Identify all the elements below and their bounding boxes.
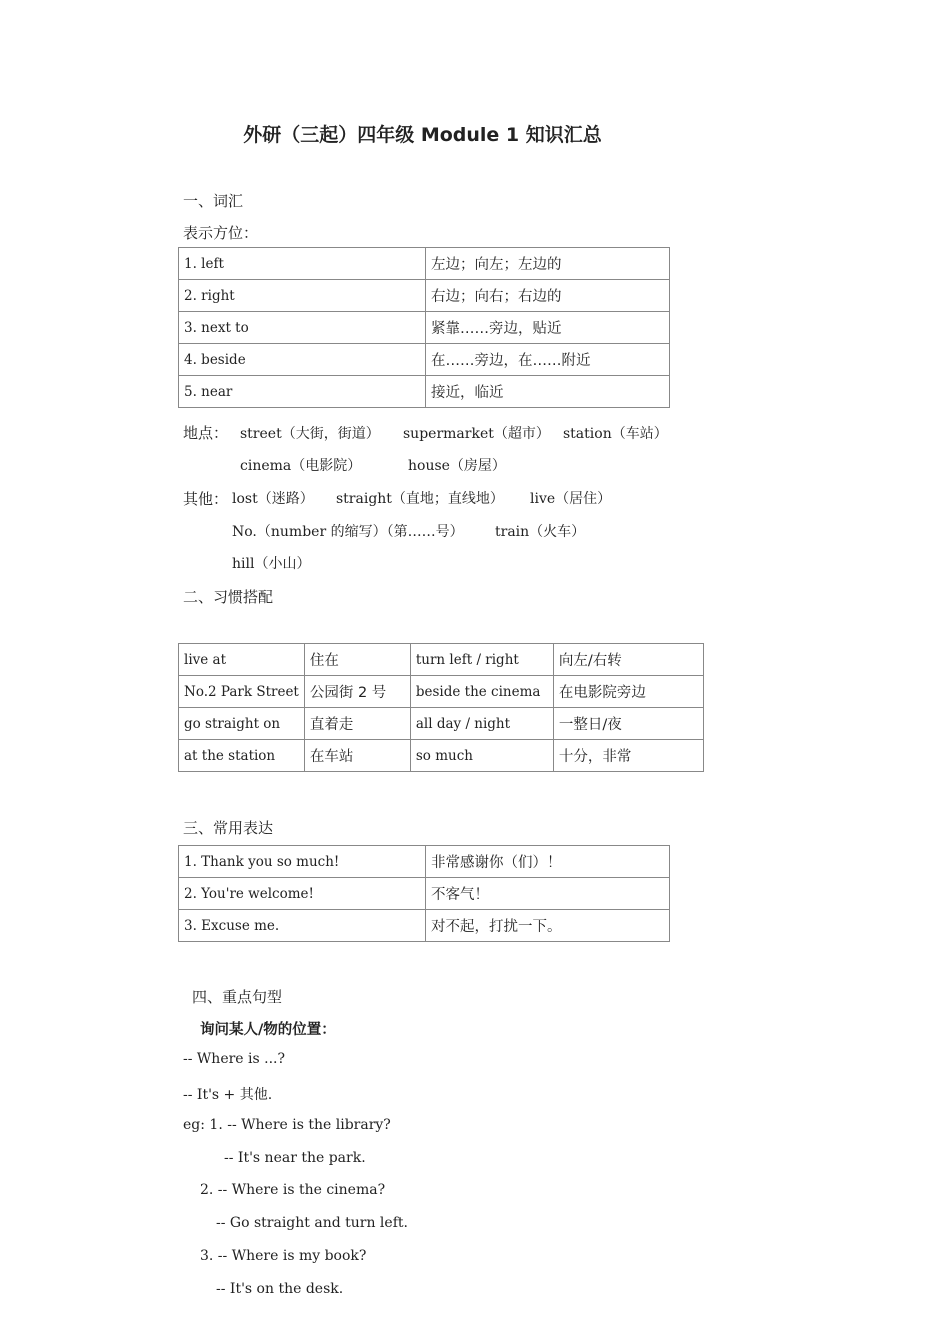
places-label: 地点： xyxy=(183,424,229,442)
phrase-cn: 一整日/夜 xyxy=(553,708,703,740)
table-row xyxy=(179,644,704,676)
vocab-word: 2. right xyxy=(179,280,426,312)
vocab-word: 4. beside xyxy=(179,344,426,376)
section3-heading: 三、常用表达 xyxy=(183,819,274,837)
phrase-cn: 直着走 xyxy=(304,708,410,740)
section1-heading: 一、词汇 xyxy=(183,192,244,210)
vocab-meaning: 在……旁边，在……附近 xyxy=(426,344,670,376)
phrase-cn: 住在 xyxy=(304,644,410,676)
vocab-word: 3. next to xyxy=(179,312,426,344)
vocab-word: 1. left xyxy=(179,248,426,280)
table-row xyxy=(179,740,704,772)
table-row xyxy=(179,344,670,376)
other-item: live（居住） xyxy=(530,491,612,507)
table-row xyxy=(179,878,670,910)
expression-cn: 非常感谢你（们）！ xyxy=(426,846,670,878)
place-item: supermarket（超市） xyxy=(403,426,550,442)
phrase-table xyxy=(178,643,704,772)
phrase-en: No.2 Park Street xyxy=(179,676,305,708)
other-item: straight（直地；直线地） xyxy=(336,491,504,507)
vocab-table xyxy=(178,247,670,408)
phrase-en: go straight on xyxy=(179,708,305,740)
vocab-meaning: 紧靠……旁边，贴近 xyxy=(426,312,670,344)
other-item: train（火车） xyxy=(495,524,586,540)
phrase-cn: 十分，非常 xyxy=(553,740,703,772)
expression-table xyxy=(178,845,670,942)
other-item: hill（小山） xyxy=(232,556,311,572)
page-title: 外研（三起）四年级 Module 1 知识汇总 xyxy=(243,124,602,146)
table-row xyxy=(179,248,670,280)
section1-subheading: 表示方位： xyxy=(183,224,259,242)
table-row xyxy=(179,280,670,312)
sentence-line: -- It's near the park. xyxy=(224,1150,366,1166)
table-row xyxy=(179,708,704,740)
sentence-line: -- Go straight and turn left. xyxy=(216,1215,408,1231)
section4-heading: 四、重点句型 xyxy=(192,988,283,1006)
sentence-line: eg: 1. -- Where is the library? xyxy=(183,1117,391,1133)
vocab-word: 5. near xyxy=(179,376,426,408)
place-item: street（大街，街道） xyxy=(240,426,380,442)
vocab-meaning: 接近，临近 xyxy=(426,376,670,408)
sentence-line: -- It's on the desk. xyxy=(216,1281,344,1297)
section4-subheading: 询问某人/物的位置： xyxy=(200,1022,336,1038)
place-item: cinema（电影院） xyxy=(240,458,362,474)
expression-en: 2. You're welcome! xyxy=(179,878,426,910)
table-row xyxy=(179,312,670,344)
phrase-cn: 公园街 2 号 xyxy=(304,676,410,708)
phrase-en: at the station xyxy=(179,740,305,772)
table-row xyxy=(179,376,670,408)
phrase-en: beside the cinema xyxy=(410,676,553,708)
place-item: station（车站） xyxy=(563,426,668,442)
other-item: lost（迷路） xyxy=(232,491,314,507)
table-row xyxy=(179,676,704,708)
others-label: 其他： xyxy=(183,490,229,508)
expression-en: 3. Excuse me. xyxy=(179,910,426,942)
phrase-en: live at xyxy=(179,644,305,676)
phrase-cn: 向左/右转 xyxy=(553,644,703,676)
table-row xyxy=(179,846,670,878)
section2-heading: 二、习惯搭配 xyxy=(183,588,274,606)
expression-cn: 对不起，打扰一下。 xyxy=(426,910,670,942)
expression-en: 1. Thank you so much! xyxy=(179,846,426,878)
sentence-line: -- It's + 其他. xyxy=(183,1087,273,1103)
table-row xyxy=(179,910,670,942)
place-item: house（房屋） xyxy=(408,458,506,474)
phrase-en: all day / night xyxy=(410,708,553,740)
sentence-line: -- Where is ...? xyxy=(183,1051,285,1067)
phrase-cn: 在车站 xyxy=(304,740,410,772)
vocab-meaning: 左边；向左；左边的 xyxy=(426,248,670,280)
vocab-meaning: 右边；向右；右边的 xyxy=(426,280,670,312)
sentence-line: 2. -- Where is the cinema? xyxy=(200,1182,386,1198)
sentence-line: 3. -- Where is my book? xyxy=(200,1248,367,1264)
phrase-en: turn left / right xyxy=(410,644,553,676)
other-item: No.（number 的缩写）（第……号） xyxy=(232,524,464,540)
phrase-en: so much xyxy=(410,740,553,772)
expression-cn: 不客气！ xyxy=(426,878,670,910)
phrase-cn: 在电影院旁边 xyxy=(553,676,703,708)
